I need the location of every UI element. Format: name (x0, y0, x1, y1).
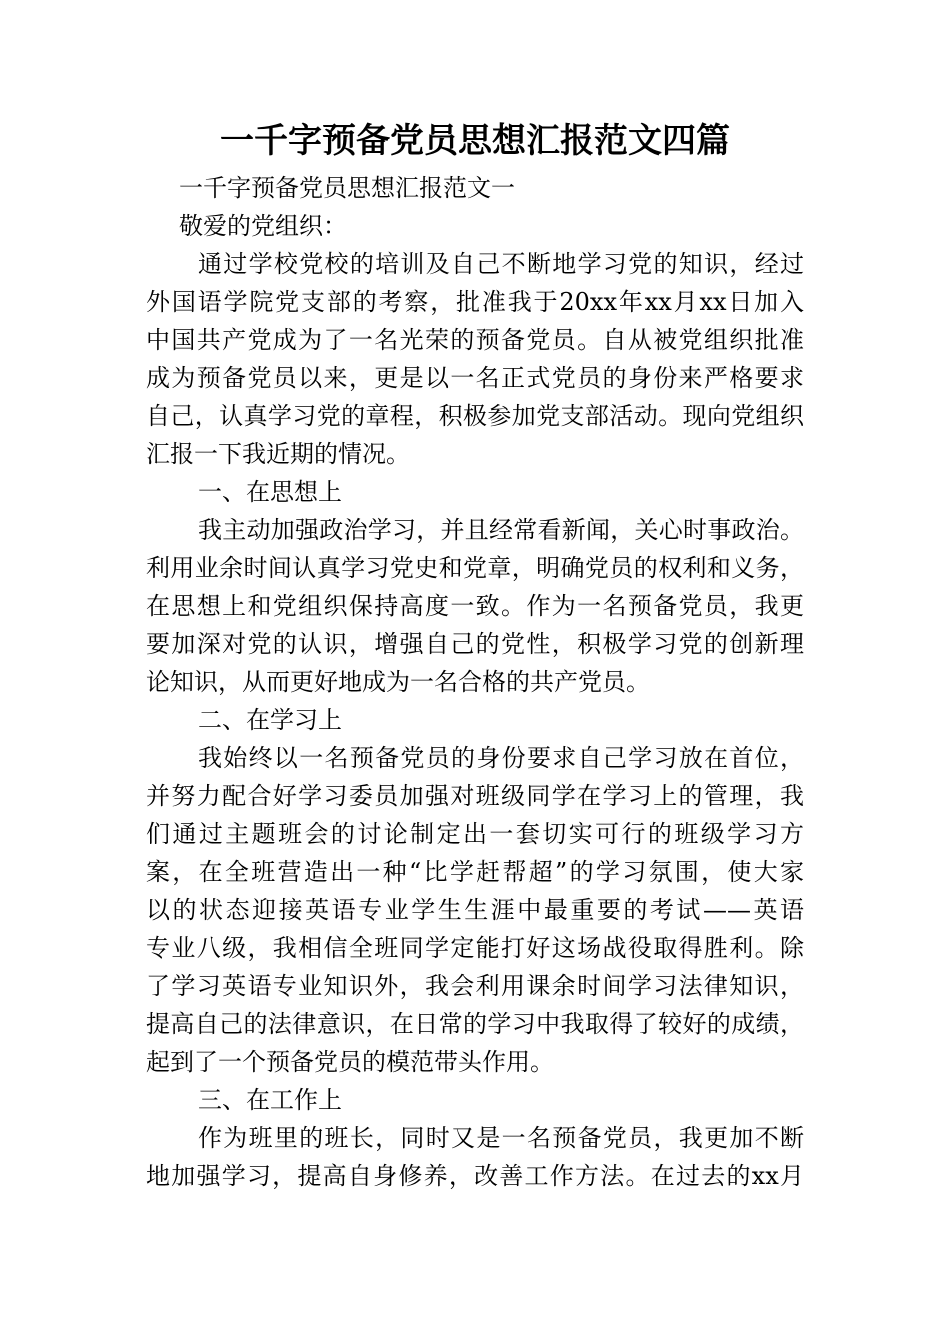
paragraph-line: 我始终以一名预备党员的身份要求自己学习放在首位， (198, 744, 804, 772)
document-title: 一千字预备党员思想汇报范文四篇 (220, 121, 730, 161)
paragraph-line: 汇报一下我近期的情况。 (146, 440, 410, 468)
paragraph-line: 论知识，从而更好地成为一名合格的共产党员。 (146, 668, 650, 696)
document-subtitle: 一千字预备党员思想汇报范文一 (179, 174, 515, 202)
paragraph-line: 地加强学习，提高自身修养，改善工作方法。在过去的xx月 (146, 1162, 804, 1190)
paragraph-line: 中国共产党成为了一名光荣的预备党员。自从被党组织批准 (146, 326, 804, 354)
paragraph-line: 起到了一个预备党员的模范带头作用。 (146, 1048, 554, 1076)
paragraph-line: 通过学校党校的培训及自己不断地学习党的知识，经过 (198, 250, 804, 278)
paragraph-line: 以的状态迎接英语专业学生生涯中最重要的考试——英语 (146, 896, 804, 924)
salutation: 敬爱的党组织： (179, 212, 347, 240)
paragraph-line: 外国语学院党支部的考察，批准我于20xx年xx月xx日加入 (146, 288, 804, 316)
paragraph-line: 自己，认真学习党的章程，积极参加党支部活动。现向党组织 (146, 402, 804, 430)
section-heading: 一、在思想上 (198, 478, 342, 506)
paragraph-line: 们通过主题班会的讨论制定出一套切实可行的班级学习方 (146, 820, 804, 848)
section-heading: 三、在工作上 (198, 1086, 342, 1114)
section-heading: 二、在学习上 (198, 706, 342, 734)
paragraph-line: 利用业余时间认真学习党史和党章，明确党员的权利和义务， (146, 554, 804, 582)
paragraph-line: 我主动加强政治学习，并且经常看新闻，关心时事政治。 (198, 516, 804, 544)
paragraph-line: 成为预备党员以来，更是以一名正式党员的身份来严格要求 (146, 364, 804, 392)
document-body (146, 169, 804, 1195)
paragraph-line: 提高自己的法律意识，在日常的学习中我取得了较好的成绩， (146, 1010, 804, 1038)
paragraph-line: 并努力配合好学习委员加强对班级同学在学习上的管理，我 (146, 782, 804, 810)
paragraph-line: 案，在全班营造出一种“比学赶帮超”的学习氛围，使大家 (146, 858, 804, 886)
paragraph-line: 要加深对党的认识，增强自己的党性，积极学习党的创新理 (146, 630, 804, 658)
paragraph-line: 作为班里的班长，同时又是一名预备党员，我更加不断 (198, 1124, 804, 1152)
paragraph-line: 了学习英语专业知识外，我会利用课余时间学习法律知识， (146, 972, 804, 1000)
paragraph-line: 专业八级，我相信全班同学定能打好这场战役取得胜利。除 (146, 934, 804, 962)
paragraph-line: 在思想上和党组织保持高度一致。作为一名预备党员，我更 (146, 592, 804, 620)
